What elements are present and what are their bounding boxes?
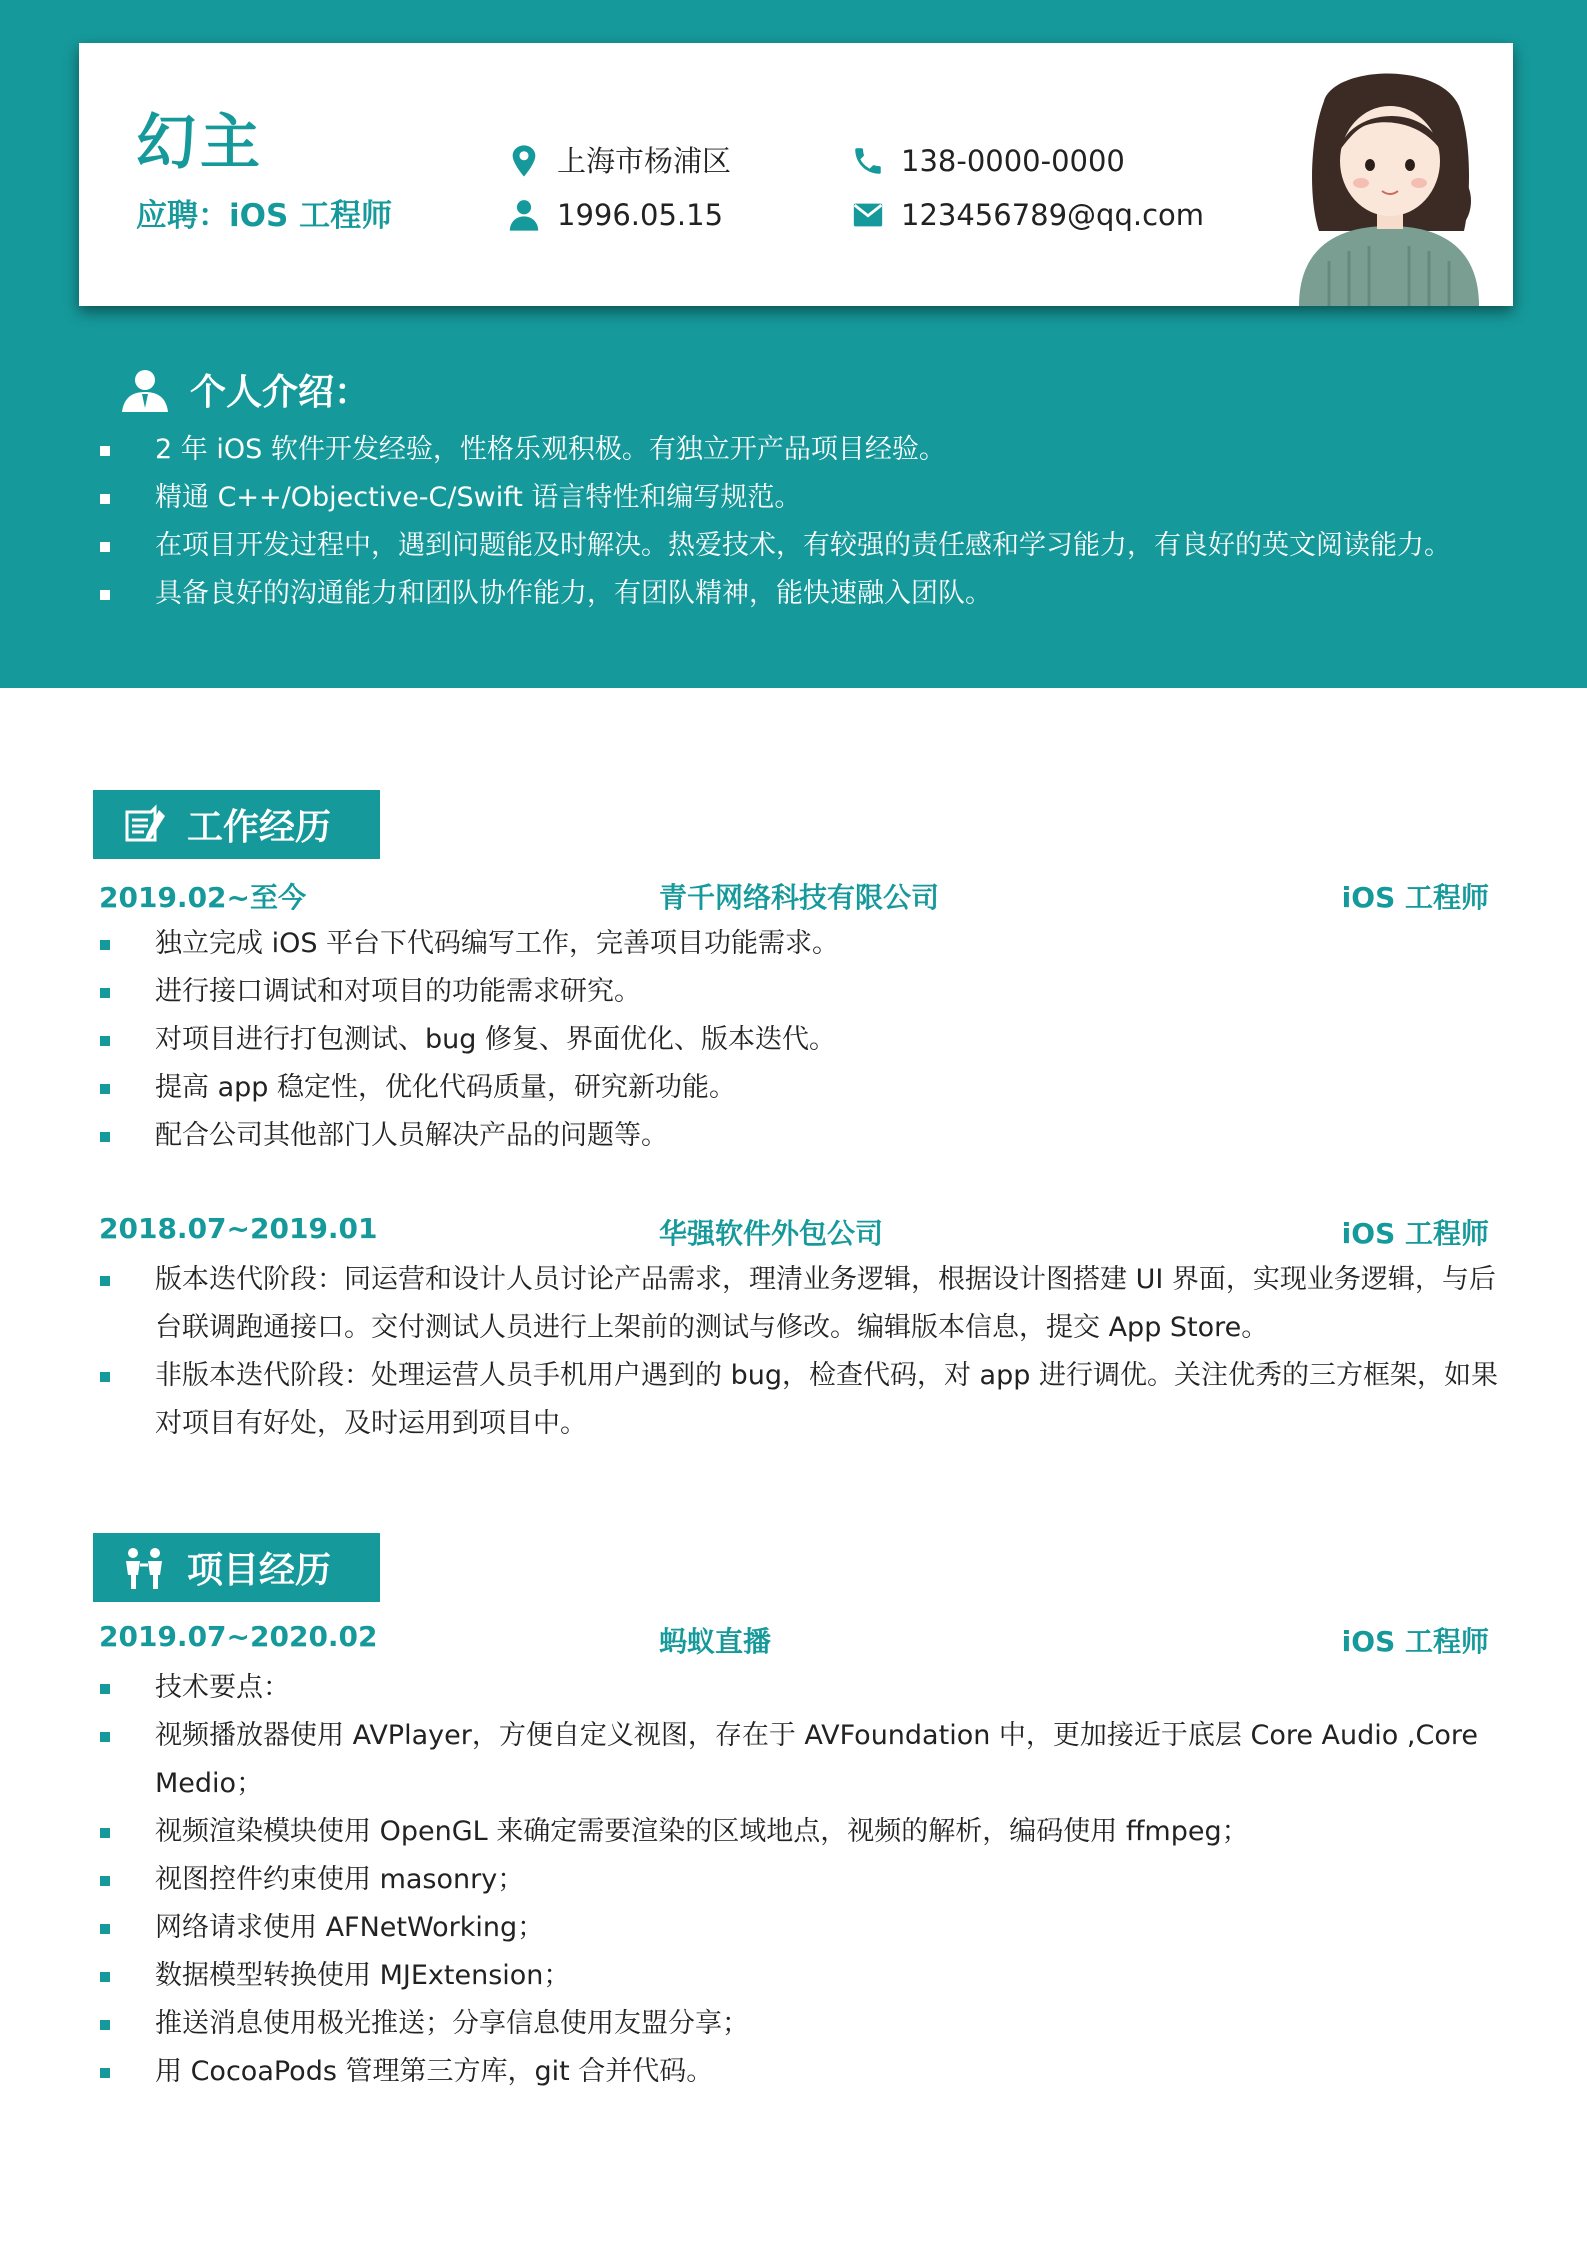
list-item: 数据模型转换使用 MJExtension； (100, 1952, 1500, 2000)
location-pin-icon (507, 144, 541, 178)
project-entry-list (100, 1664, 1500, 2096)
list-item: 技术要点： (100, 1664, 1500, 1712)
email-text: 123456789@qq.com (901, 197, 1205, 232)
intro-item: 在项目开发过程中，遇到问题能及时解决。热爱技术，有较强的责任感和学习能力，有良好的英文阅读能力。 (100, 522, 1550, 570)
applied-position: 应聘：iOS 工程师 (136, 198, 393, 234)
list-item: 提高 app 稳定性，优化代码质量，研究新功能。 (100, 1064, 1500, 1112)
work-entry-list (100, 920, 1500, 1160)
list-item: 视图控件约束使用 masonry； (100, 1856, 1500, 1904)
work-entry-role: iOS 工程师 (1341, 881, 1489, 914)
list-item: 配合公司其他部门人员解决产品的问题等。 (100, 1112, 1500, 1160)
location-text: 上海市杨浦区 (557, 143, 732, 178)
work-entry-header (99, 1212, 1489, 1252)
people-icon (121, 1547, 167, 1589)
user-icon (120, 368, 170, 412)
project-entry-date: 2019.07~2020.02 (99, 1620, 378, 1653)
project-entry-name: 蚂蚁直播 (659, 1625, 772, 1658)
candidate-name: 幻主 (136, 108, 264, 178)
list-item: 网络请求使用 AFNetWorking； (100, 1904, 1500, 1952)
project-section-heading (93, 1533, 380, 1602)
work-title: 工作经历 (187, 807, 332, 848)
work-entry-header (99, 876, 1489, 916)
intro-item: 2 年 iOS 软件开发经验，性格乐观积极。有独立开产品项目经验。 (100, 426, 1550, 474)
work-section-heading (93, 790, 380, 859)
phone-text: 138-0000-0000 (901, 143, 1125, 178)
list-item: 视频渲染模块使用 OpenGL 来确定需要渲染的区域地点，视频的解析，编码使用 ffmpeg； (100, 1808, 1500, 1856)
intro-item: 具备良好的沟通能力和团队协作能力，有团队精神，能快速融入团队。 (100, 570, 1550, 618)
person-icon (507, 198, 541, 232)
document-icon (121, 804, 167, 846)
location-contact (507, 144, 731, 178)
intro-list (100, 426, 1550, 618)
work-entry-company: 华强软件外包公司 (659, 1217, 884, 1250)
list-item: 对项目进行打包测试、bug 修复、界面优化、版本迭代。 (100, 1016, 1500, 1064)
intro-heading (120, 364, 370, 415)
list-item: 版本迭代阶段：同运营和设计人员讨论产品需求，理清业务逻辑，根据设计图搭建 UI 界面，实现业务逻辑，与后台联调跑通接口。交付测试人员进行上架前的测试与修改。编辑版本信息，提交 App Store。 (100, 1256, 1500, 1352)
work-entry-date: 2018.07~2019.01 (99, 1212, 378, 1245)
work-entry-date: 2019.02~至今 (99, 881, 306, 914)
email-contact (851, 198, 1204, 232)
project-entry-role: iOS 工程师 (1341, 1625, 1489, 1658)
list-item: 推送消息使用极光推送；分享信息使用友盟分享； (100, 2000, 1500, 2048)
work-entry-role: iOS 工程师 (1341, 1217, 1489, 1250)
list-item: 进行接口调试和对项目的功能需求研究。 (100, 968, 1500, 1016)
work-entry-company: 青千网络科技有限公司 (659, 881, 940, 914)
birthday-contact (507, 198, 723, 232)
list-item: 独立完成 iOS 平台下代码编写工作，完善项目功能需求。 (100, 920, 1500, 968)
project-title: 项目经历 (187, 1550, 332, 1591)
list-item: 非版本迭代阶段：处理运营人员手机用户遇到的 bug，检查代码，对 app 进行调优。关注优秀的三方框架，如果对项目有好处，及时运用到项目中。 (100, 1352, 1500, 1448)
list-item: 用 CocoaPods 管理第三方库，git 合并代码。 (100, 2048, 1500, 2096)
phone-icon (851, 144, 885, 178)
header-card (79, 43, 1513, 306)
phone-contact (851, 144, 1125, 178)
work-entry-list (100, 1256, 1500, 1448)
envelope-icon (851, 198, 885, 232)
avatar (1269, 61, 1509, 306)
project-entry-header (99, 1620, 1489, 1660)
intro-item: 精通 C++/Objective-C/Swift 语言特性和编写规范。 (100, 474, 1550, 522)
birthday-text: 1996.05.15 (557, 197, 724, 232)
intro-title-text: 个人介绍： (190, 372, 371, 413)
list-item: 视频播放器使用 AVPlayer，方便自定义视图，存在于 AVFoundation 中，更加接近于底层 Core Audio ,Core Medio； (100, 1712, 1500, 1808)
